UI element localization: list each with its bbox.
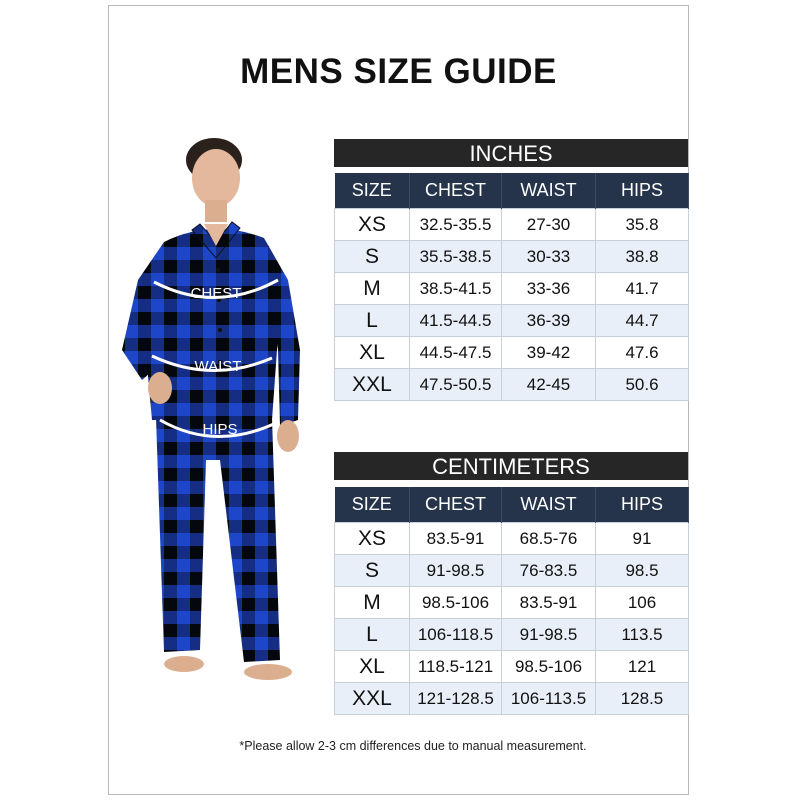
- waist-cell: 33-36: [502, 273, 596, 305]
- size-cell: XXL: [335, 369, 410, 401]
- hips-label: HIPS: [202, 421, 238, 438]
- waist-cell: 39-42: [502, 337, 596, 369]
- size-cell: M: [335, 587, 410, 619]
- size-cell: XXL: [335, 683, 410, 715]
- waist-label: WAIST: [194, 358, 242, 375]
- column-header: WAIST: [502, 173, 596, 209]
- chest-cell: 83.5-91: [410, 523, 502, 555]
- table-row: [335, 523, 689, 555]
- hips-cell: 98.5: [596, 555, 689, 587]
- waist-cell: 83.5-91: [502, 587, 596, 619]
- chest-cell: 41.5-44.5: [410, 305, 502, 337]
- waist-cell: 42-45: [502, 369, 596, 401]
- hips-cell: 91: [596, 523, 689, 555]
- table-row: [335, 369, 689, 401]
- size-cell: L: [335, 619, 410, 651]
- size-cell: XL: [335, 337, 410, 369]
- waist-cell: 98.5-106: [502, 651, 596, 683]
- inches-heading: INCHES: [334, 139, 688, 167]
- column-header: HIPS: [596, 487, 689, 523]
- hips-cell: 47.6: [596, 337, 689, 369]
- column-header: WAIST: [502, 487, 596, 523]
- hips-cell: 50.6: [596, 369, 689, 401]
- size-cell: S: [335, 555, 410, 587]
- hips-cell: 38.8: [596, 241, 689, 273]
- table-row: [335, 651, 689, 683]
- size-cell: S: [335, 241, 410, 273]
- table-row: [335, 337, 689, 369]
- size-cell: XS: [335, 523, 410, 555]
- table-row: [335, 619, 689, 651]
- chest-cell: 32.5-35.5: [410, 209, 502, 241]
- chest-cell: 121-128.5: [410, 683, 502, 715]
- size-cell: M: [335, 273, 410, 305]
- inches-header-row: [335, 173, 689, 209]
- chest-label: CHEST: [190, 285, 242, 302]
- column-header: SIZE: [335, 487, 410, 523]
- hips-cell: 128.5: [596, 683, 689, 715]
- chest-cell: 106-118.5: [410, 619, 502, 651]
- hips-cell: 113.5: [596, 619, 689, 651]
- size-cell: XL: [335, 651, 410, 683]
- hips-cell: 35.8: [596, 209, 689, 241]
- chest-cell: 35.5-38.5: [410, 241, 502, 273]
- chest-cell: 38.5-41.5: [410, 273, 502, 305]
- waist-cell: 27-30: [502, 209, 596, 241]
- table-row: [335, 587, 689, 619]
- chest-cell: 91-98.5: [410, 555, 502, 587]
- hips-cell: 106: [596, 587, 689, 619]
- hips-cell: 44.7: [596, 305, 689, 337]
- model-photo: [112, 130, 317, 700]
- table-row: [335, 683, 689, 715]
- table-row: [335, 241, 689, 273]
- hips-cell: 41.7: [596, 273, 689, 305]
- size-cell: L: [335, 305, 410, 337]
- page-title: MENS SIZE GUIDE: [240, 52, 557, 91]
- column-header: CHEST: [410, 487, 502, 523]
- centimeters-table: [334, 487, 689, 715]
- chest-cell: 118.5-121: [410, 651, 502, 683]
- table-row: [335, 209, 689, 241]
- waist-cell: 106-113.5: [502, 683, 596, 715]
- table-row: [335, 305, 689, 337]
- waist-cell: 76-83.5: [502, 555, 596, 587]
- waist-cell: 30-33: [502, 241, 596, 273]
- waist-cell: 91-98.5: [502, 619, 596, 651]
- centimeters-header-row: [335, 487, 689, 523]
- column-header: HIPS: [596, 173, 689, 209]
- chest-cell: 44.5-47.5: [410, 337, 502, 369]
- hips-cell: 121: [596, 651, 689, 683]
- size-cell: XS: [335, 209, 410, 241]
- table-row: [335, 273, 689, 305]
- inches-table: [334, 173, 689, 401]
- waist-cell: 36-39: [502, 305, 596, 337]
- chest-cell: 47.5-50.5: [410, 369, 502, 401]
- measurement-note: *Please allow 2-3 cm differences due to manual measurement.: [239, 739, 587, 753]
- table-row: [335, 555, 689, 587]
- waist-cell: 68.5-76: [502, 523, 596, 555]
- column-header: CHEST: [410, 173, 502, 209]
- column-header: SIZE: [335, 173, 410, 209]
- centimeters-heading: CENTIMETERS: [334, 452, 688, 480]
- chest-cell: 98.5-106: [410, 587, 502, 619]
